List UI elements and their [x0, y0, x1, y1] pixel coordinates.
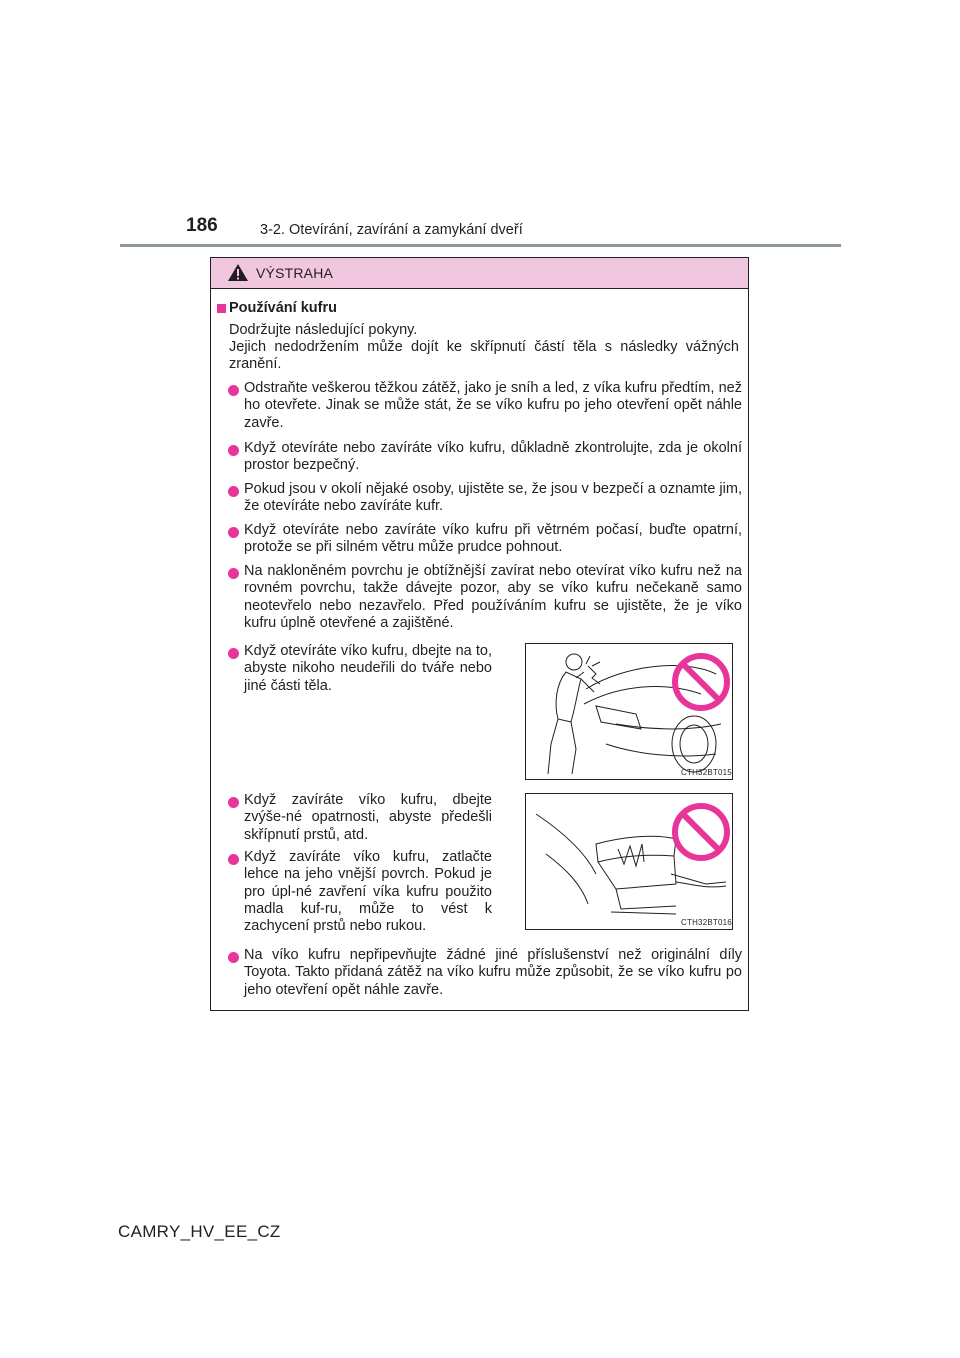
bullet-dot-icon	[228, 568, 239, 579]
figure-trunk-closing	[525, 793, 733, 930]
bullet-7: Když zavíráte víko kufru, dbejte zvýše-né opatrnosti, abyste předešli skřípnutí prstů, atd.	[244, 792, 492, 843]
trunk-closing-illustration	[526, 794, 732, 929]
warning-header	[211, 258, 748, 289]
trunk-opening-illustration	[526, 644, 732, 779]
figure-1-code: CTH32BT015	[681, 768, 732, 777]
header-rule	[120, 244, 841, 247]
figure-trunk-opening	[525, 643, 733, 780]
bullet-4: Když otevíráte nebo zavíráte víko kufru při větrném počasí, buďte opatrní, protože se při silném větru může prudce pohnout.	[244, 522, 742, 556]
document-code: CAMRY_HV_EE_CZ	[118, 1222, 281, 1241]
bullet-dot-icon	[228, 385, 239, 396]
warning-box	[210, 257, 749, 1011]
figure-2-code: CTH32BT016	[681, 918, 732, 927]
bullet-8: Když zavíráte víko kufru, zatlačte lehce na jeho vnější povrch. Pokud je pro úpl-né zavření víka kufru použito madla kuf-ru, může to vést k zachycení prstů nebo rukou.	[244, 849, 492, 935]
bullet-9: Na víko kufru nepřipevňujte žádné jiné příslušenství než originální díly Toyota. Takto přidaná zátěž na víko kufru může způsobit, že se víko kufru po jeho otevření opět náhle zavře.	[244, 947, 742, 998]
warning-label: VÝSTRAHA	[256, 265, 334, 281]
bullet-1: Odstraňte veškerou těžkou zátěž, jako je sníh a led, z víka kufru předtím, než ho otevřete. Jinak se může stát, že se víko kufru po jeho otevření opět náhle zavře.	[244, 380, 742, 431]
warning-triangle-icon	[227, 263, 249, 282]
bullet-dot-icon	[228, 486, 239, 497]
page-number: 186	[186, 215, 218, 236]
bullet-dot-icon	[228, 648, 239, 659]
intro-line-2: Jejich nedodržením může dojít ke skřípnutí částí těla s následky vážných zranění.	[229, 339, 739, 373]
warning-heading: Používání kufru	[229, 300, 337, 316]
bullet-5: Na nakloněném povrchu je obtížnější zavírat nebo otevírat víko kufru než na rovném povrchu, takže dávejte pozor, aby se víko kufru nečekaně samo neotevřelo nebo nezavřelo. Před používáním kufru se ujistěte, že je víko kufru úplně otevřené a zajištěné.	[244, 563, 742, 631]
bullet-dot-icon	[228, 445, 239, 456]
bullet-dot-icon	[228, 527, 239, 538]
section-title: 3-2. Otevírání, zavírání a zamykání dveří	[260, 222, 523, 238]
bullet-3: Pokud jsou v okolí nějaké osoby, ujistěte se, že jsou v bezpečí a oznamte jim, že otevíráte nebo zavíráte kufr.	[244, 481, 742, 515]
intro-line-1: Dodržujte následující pokyny.	[229, 322, 418, 338]
bullet-dot-icon	[228, 797, 239, 808]
bullet-2: Když otevíráte nebo zavíráte víko kufru, důkladně zkontrolujte, zda je okolní prostor bezpečný.	[244, 440, 742, 474]
heading-square-icon	[217, 304, 226, 313]
bullet-6: Když otevíráte víko kufru, dbejte na to, abyste nikoho neudeřili do tváře nebo jiné části těla.	[244, 643, 492, 694]
bullet-dot-icon	[228, 952, 239, 963]
bullet-dot-icon	[228, 854, 239, 865]
